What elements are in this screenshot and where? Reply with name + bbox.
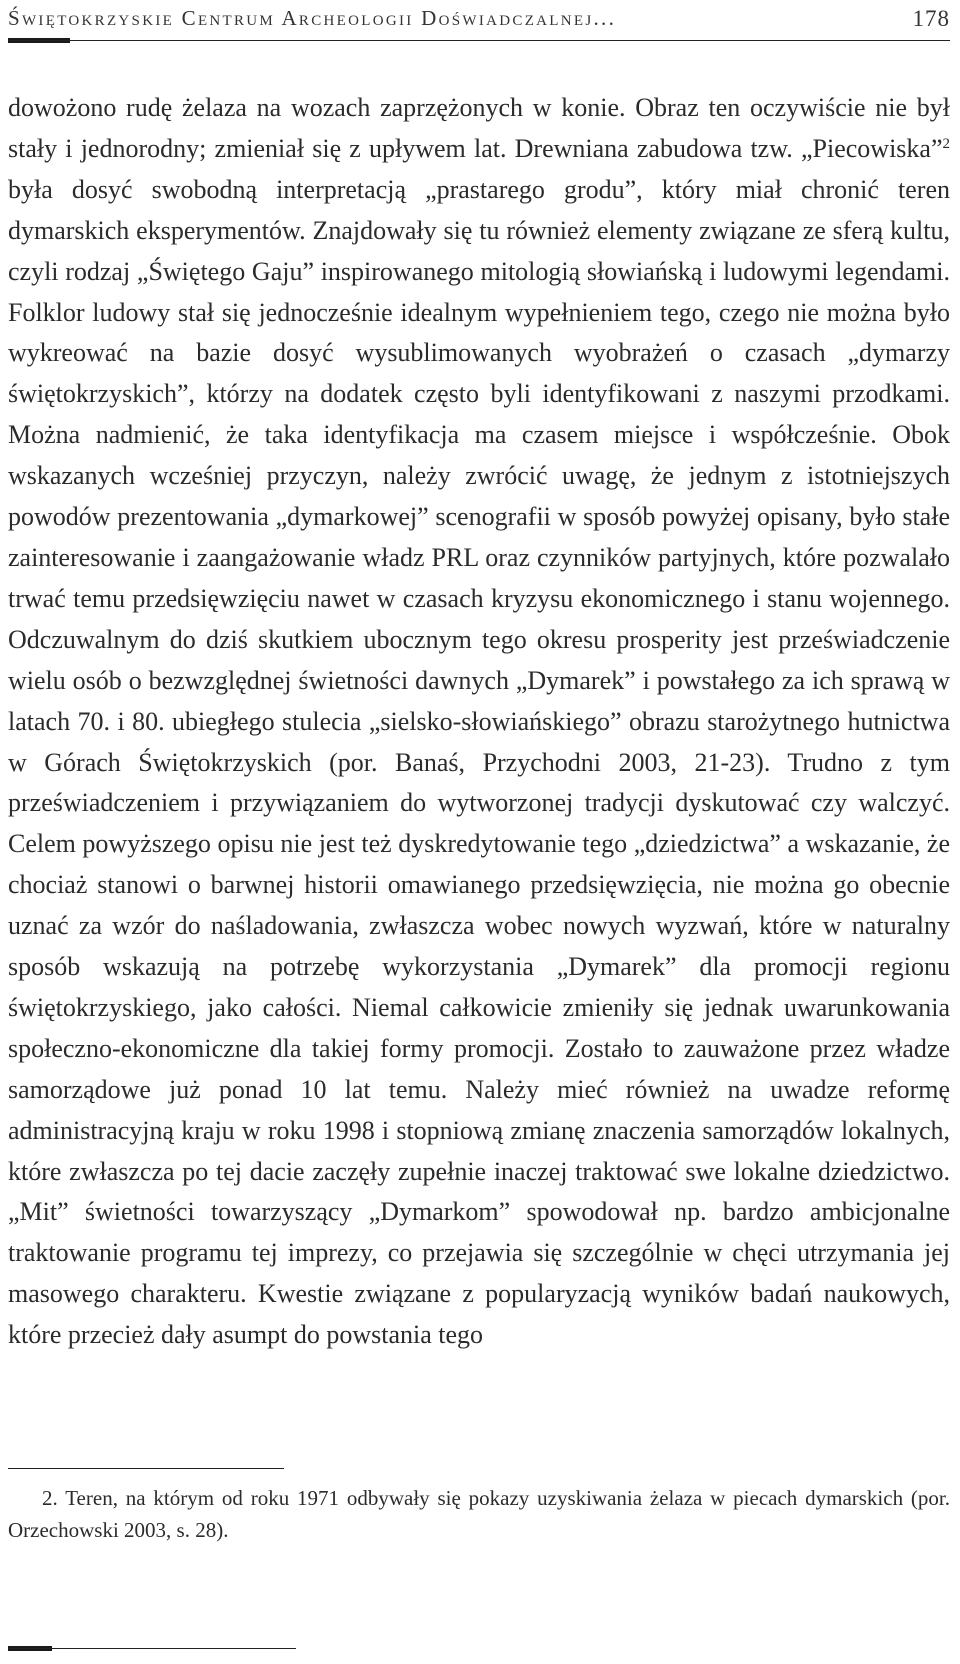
footnote-separator — [8, 1468, 284, 1469]
header-rule — [8, 40, 950, 41]
footer-rule — [8, 1648, 296, 1649]
running-header-title: Świętokrzyskie Centrum Archeologii Doświadczalnej... — [8, 6, 617, 30]
body-paragraph — [8, 88, 950, 1356]
footnote-2: 2. Teren, na którym od roku 1971 odbywały się pokazy uzyskiwania żelaza w piecach dymarskich (por. Orzechowski 2003, s. 28). — [8, 1486, 950, 1542]
body-text-part-1: dowożono rudę żelaza na wozach zaprzężonych w konie. Obraz ten oczywiście nie był stały i jednorodny; zmieniał się z upływem lat. Drewniana zabudowa tzw. „Piecowiska” — [8, 93, 950, 163]
running-header — [8, 6, 950, 36]
page-number: 178 — [912, 6, 950, 31]
body-text-part-2: była dosyć swobodną interpretacją „prastarego grodu”, który miał chronić teren dymarskich eksperymentów. Znajdowały się tu również elementy związane ze sferą kultu, czyli rodzaj „Świętego Gaju” inspirowanego mitologią słowiańską i ludowymi legendami. Folklor ludowy stał się jednocześnie idealnym wypełnieniem tego, czego nie można było wykreować na bazie dosyć wysublimowanych wyobrażeń o czasach „dymarzy świętokrzyskich”, którzy na dodatek często byli identyfikowani z naszymi przodkami. Można nadmienić, że taka identyfikacja ma czasem miejsce i współcześnie. Obok wskazanych wcześniej przyczyn, należy zwrócić uwagę, że jednym z istotniejszych powodów prezentowania „dymarkowej” scenografii w sposób powyżej opisany, było stałe zainteresowanie i zaangażowanie władz PRL oraz czynników partyjnych, które pozwalało trwać temu przedsięwzięciu nawet w czasach kryzysu ekonomicznego i stanu wojennego. Odczuwalnym do dziś skutkiem ubocznym tego okresu prosperity jest przeświadczenie wielu osób o bezwzględnej świetności dawnych „Dymarek” i powstałego za ich sprawą w latach 70. i 80. ubiegłego stulecia „sielsko-słowiańskiego” obrazu starożytnego hutnictwa w Górach Świętokrzyskich (por. Banaś, Przychodni 2003, 21-23). Trudno z tym przeświadczeniem i przywiązaniem do wytworzonej tradycji dyskutować czy walczyć. Celem powyższego opisu nie jest też dyskredytowanie tego „dziedzictwa” a wskazanie, że chociaż stanowi o barwnej historii omawianego przedsięwzięcia, nie można go obecnie uznać za wzór do naśladowania, zwłaszcza wobec nowych wyzwań, które w naturalny sposób wskazują na potrzebę wykorzystania „Dymarek” dla promocji regionu świętokrzyskiego, jako całości. Niemal całkowicie zmieniły się jednak uwarunkowania społeczno-ekonomiczne dla takiej formy promocji. Zostało to zauważone przez władze samorządowe już ponad 10 lat temu. Należy mieć również na uwadze reformę administracyjną kraju w roku 1998 i stopniową zmianę znaczenia samorządów lokalnych, które zwłaszcza po tej dacie zaczęły zupełnie inaczej traktować swe lokalne dziedzictwo. „Mit” świetności towarzyszący „Dymarkom” spowodował np. bardzo ambicjonalne traktowanie programu tej imprezy, co przejawia się szczególnie w chęci utrzymania jej masowego charakteru. Kwestie związane z popularyzacją wyników badań naukowych, które przecież dały asumpt do powstania tego — [8, 174, 950, 1350]
footnote-reference-2[interactable]: 2 — [942, 135, 950, 152]
